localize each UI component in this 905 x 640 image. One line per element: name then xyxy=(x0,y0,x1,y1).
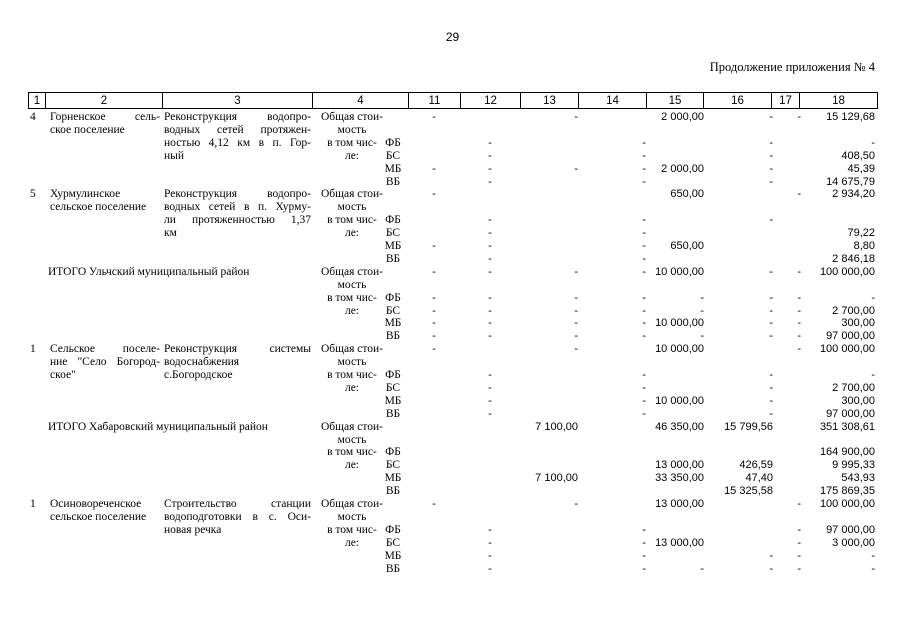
cell-settlement: ское поселение xyxy=(50,123,125,136)
cell-col-16: 47,40 xyxy=(745,472,773,485)
table-row xyxy=(28,395,877,408)
page-number: 29 xyxy=(445,30,460,44)
cell-col-12: - xyxy=(488,252,492,265)
cell-col-16: - xyxy=(769,265,773,278)
cell-settlement: сельское поселение xyxy=(50,510,147,523)
cell-col-16: - xyxy=(769,149,773,162)
table-row xyxy=(28,498,877,511)
table-row xyxy=(28,356,877,369)
cell-cost-label: ле: xyxy=(344,304,360,317)
table-row xyxy=(28,188,877,201)
cell-col-18: 100 000,00 xyxy=(819,343,875,356)
cell-project: Реконструкция системы xyxy=(164,343,311,356)
cell-col-15: 13 000,00 xyxy=(655,459,704,472)
cell-col-14: - xyxy=(642,240,646,252)
cell-funding-source: БС xyxy=(385,227,401,240)
cell-col-14: - xyxy=(642,175,646,188)
cell-col-14: - xyxy=(642,330,646,343)
cell-col-18: 45,39 xyxy=(847,162,875,175)
cell-project: Реконструкция водопро- xyxy=(164,188,311,201)
table-row xyxy=(28,511,877,524)
cell-project: Реконструкция водопро- xyxy=(164,111,311,123)
cell-col-11: - xyxy=(432,111,436,123)
cell-col-18: 2 700,00 xyxy=(832,381,875,394)
cell-col-11: - xyxy=(432,304,436,317)
table-row xyxy=(28,369,877,382)
header-cell-col-18: 18 xyxy=(800,93,878,109)
cell-funding-source: ВБ xyxy=(385,252,401,265)
cell-col-17: - xyxy=(797,549,801,562)
cell-col-12: - xyxy=(488,227,492,240)
cell-project: водных сетей протяжен- xyxy=(164,123,311,136)
cell-col-13: - xyxy=(574,291,578,304)
cell-project: ли протяженностью 1,37 xyxy=(164,214,311,227)
cell-funding-source: БС xyxy=(385,381,401,394)
table-row xyxy=(28,382,877,395)
cell-col-17: - xyxy=(797,343,801,356)
cell-col-18: 2 934,20 xyxy=(832,188,875,201)
header-cell-col-14: 14 xyxy=(579,93,647,109)
cell-funding-source: ФБ xyxy=(385,136,401,149)
cell-col-18: 175 869,35 xyxy=(819,485,875,498)
table-row xyxy=(28,434,877,447)
cell-col-11: - xyxy=(432,330,436,343)
table-row xyxy=(28,201,877,214)
cell-col-14: - xyxy=(642,265,646,278)
cell-col-12: - xyxy=(488,136,492,149)
table-row xyxy=(28,459,877,472)
header-cell-col-12: 12 xyxy=(461,93,521,109)
cell-col-12: - xyxy=(488,407,492,420)
header-cell-col-15: 15 xyxy=(647,93,704,109)
cell-cost-label: мость xyxy=(337,123,367,136)
table-body xyxy=(28,111,877,631)
cell-col-12: - xyxy=(488,240,492,252)
cell-col-16: - xyxy=(769,175,773,188)
cell-col-11: - xyxy=(432,188,436,201)
header-cell-col-16: 16 xyxy=(704,93,772,109)
cell-col-17: - xyxy=(797,562,801,575)
cell-project: водных сетей в п. Хурму- xyxy=(164,201,311,214)
cell-settlement: Горненское сель- xyxy=(50,111,160,123)
table-row xyxy=(28,537,877,550)
table-row xyxy=(28,292,877,305)
table-row xyxy=(28,279,877,292)
cell-funding-source: БС xyxy=(385,149,401,162)
cell-funding-source: МБ xyxy=(384,240,402,252)
cell-col-18: 97 000,00 xyxy=(826,330,875,343)
cell-settlement: ское" xyxy=(50,369,76,381)
cell-col-18: 300,00 xyxy=(841,394,875,407)
table-row xyxy=(28,446,877,459)
cell-col-18: 100 000,00 xyxy=(819,265,875,278)
cell-cost-label: в том чис- xyxy=(327,214,377,227)
table-row xyxy=(28,240,877,253)
cell-funding-source: МБ xyxy=(384,549,402,562)
cell-col-11: - xyxy=(432,240,436,252)
cell-col-17: - xyxy=(797,188,801,201)
cell-project: водоподготовки в с. Оси- xyxy=(164,510,311,523)
table-row xyxy=(28,330,877,343)
cell-col-14: - xyxy=(642,562,646,575)
table-row xyxy=(28,111,877,124)
table-row xyxy=(28,485,877,498)
cell-row-number: 5 xyxy=(30,188,36,201)
cell-col-11: - xyxy=(432,162,436,175)
cell-col-18: - xyxy=(871,136,875,149)
header-cell-col-1: 1 xyxy=(29,93,46,109)
cell-cost-label: в том чис- xyxy=(327,446,377,459)
cell-col-14: - xyxy=(642,149,646,162)
cell-col-14: - xyxy=(642,369,646,381)
table-row xyxy=(28,176,877,189)
cell-col-16: - xyxy=(769,317,773,330)
cell-col-12: - xyxy=(488,162,492,175)
cell-funding-source: ВБ xyxy=(385,485,401,498)
cell-funding-source: ФБ xyxy=(385,291,401,304)
cell-col-17: - xyxy=(797,304,801,317)
cell-row-number: 1 xyxy=(30,343,36,356)
table-row xyxy=(28,305,877,318)
cell-col-13: - xyxy=(574,304,578,317)
cell-col-15: 650,00 xyxy=(670,240,704,252)
cell-col-18: 97 000,00 xyxy=(826,523,875,536)
table-row xyxy=(28,421,877,434)
cell-col-12: - xyxy=(488,149,492,162)
cell-col-14: - xyxy=(642,523,646,536)
cell-col-16: - xyxy=(769,330,773,343)
header-cell-col-2: 2 xyxy=(46,93,163,109)
cell-col-15: 13 000,00 xyxy=(655,536,704,549)
cell-col-17: - xyxy=(797,111,801,123)
cell-col-18: 8,80 xyxy=(853,240,875,252)
cell-col-12: - xyxy=(488,523,492,536)
cell-col-14: - xyxy=(642,227,646,240)
cell-col-14: - xyxy=(642,291,646,304)
cell-col-14: - xyxy=(642,252,646,265)
cell-col-18: 2 846,18 xyxy=(832,252,875,265)
cell-col-18: 14 675,79 xyxy=(826,175,875,188)
cell-cost-label: Общая стои- xyxy=(321,420,383,433)
cell-col-16: - xyxy=(769,162,773,175)
cell-col-14: - xyxy=(642,381,646,394)
cell-col-13: 7 100,00 xyxy=(535,472,578,485)
cell-funding-source: ФБ xyxy=(385,446,401,459)
cell-project: ный xyxy=(164,149,185,162)
table-row xyxy=(28,163,877,176)
table-row xyxy=(28,253,877,266)
cell-settlement: Хурмулинское xyxy=(50,188,121,201)
cell-col-18: 15 129,68 xyxy=(826,111,875,123)
cell-col-15: - xyxy=(700,291,704,304)
cell-cost-label: мость xyxy=(337,356,367,369)
cell-col-12: - xyxy=(488,562,492,575)
cell-settlement: ИТОГО Ульчский муниципальный район xyxy=(48,265,250,278)
cell-col-17: - xyxy=(797,317,801,330)
cell-funding-source: ВБ xyxy=(385,562,401,575)
cell-col-15: 13 000,00 xyxy=(655,498,704,510)
cell-col-12: - xyxy=(488,536,492,549)
cell-col-14: - xyxy=(642,536,646,549)
cell-col-15: 2 000,00 xyxy=(661,162,704,175)
cell-col-17: - xyxy=(797,536,801,549)
cell-col-18: 97 000,00 xyxy=(826,407,875,420)
cell-col-12: - xyxy=(488,265,492,278)
table-row xyxy=(28,524,877,537)
cell-col-13: - xyxy=(574,111,578,123)
cell-funding-source: ФБ xyxy=(385,369,401,381)
continuation-note: Продолжение приложения № 4 xyxy=(709,60,875,74)
cell-col-14: - xyxy=(642,394,646,407)
cell-col-16: - xyxy=(769,136,773,149)
cell-col-15: 650,00 xyxy=(670,188,704,201)
cell-cost-label: ле: xyxy=(344,227,360,240)
cell-col-17: - xyxy=(797,265,801,278)
cell-project: новая речка xyxy=(164,523,222,536)
table-row xyxy=(28,150,877,163)
cell-col-16: 426,59 xyxy=(739,459,773,472)
cell-cost-label: ле: xyxy=(344,149,360,162)
cell-col-11: - xyxy=(432,498,436,510)
cell-funding-source: МБ xyxy=(384,394,402,407)
cell-settlement: ИТОГО Хабаровский муниципальный район xyxy=(48,420,268,433)
cell-col-15: 10 000,00 xyxy=(655,394,704,407)
table-row xyxy=(28,124,877,137)
cell-col-12: - xyxy=(488,549,492,562)
cell-col-13: - xyxy=(574,162,578,175)
cell-col-16: - xyxy=(769,562,773,575)
cell-col-18: - xyxy=(871,369,875,381)
cell-col-16: 15 799,56 xyxy=(724,420,773,433)
cell-col-12: - xyxy=(488,369,492,381)
cell-col-15: - xyxy=(700,330,704,343)
cell-col-14: - xyxy=(642,317,646,330)
cell-col-12: - xyxy=(488,304,492,317)
cell-col-16: - xyxy=(769,394,773,407)
cell-col-18: - xyxy=(871,291,875,304)
header-cell-col-4: 4 xyxy=(313,93,409,109)
cell-cost-label: Общая стои- xyxy=(321,343,383,356)
cell-cost-label: Общая стои- xyxy=(321,188,383,201)
cell-funding-source: МБ xyxy=(384,472,402,485)
cell-funding-source: МБ xyxy=(384,162,402,175)
header-cell-col-11: 11 xyxy=(409,93,461,109)
cell-col-12: - xyxy=(488,330,492,343)
cell-col-12: - xyxy=(488,291,492,304)
cell-col-14: - xyxy=(642,304,646,317)
cell-col-16: - xyxy=(769,407,773,420)
cell-cost-label: Общая стои- xyxy=(321,111,383,123)
cell-col-15: - xyxy=(700,562,704,575)
cell-funding-source: БС xyxy=(385,536,401,549)
cell-col-17: - xyxy=(797,330,801,343)
table-row xyxy=(28,214,877,227)
cell-cost-label: в том чис- xyxy=(327,369,377,381)
cell-col-13: - xyxy=(574,265,578,278)
cell-col-16: - xyxy=(769,381,773,394)
cell-col-11: - xyxy=(432,317,436,330)
cell-col-18: - xyxy=(871,562,875,575)
table-row xyxy=(28,472,877,485)
cell-project: водоснабжения xyxy=(164,356,240,369)
cell-col-15: 2 000,00 xyxy=(661,111,704,123)
table-row xyxy=(28,408,877,421)
cell-col-18: 2 700,00 xyxy=(832,304,875,317)
cell-project: км xyxy=(164,227,177,240)
cell-col-13: - xyxy=(574,317,578,330)
cell-settlement: сельское поселение xyxy=(50,201,147,214)
table-row xyxy=(28,550,877,563)
cell-cost-label: мость xyxy=(337,278,367,291)
cell-col-18: 300,00 xyxy=(841,317,875,330)
cell-col-18: 164 900,00 xyxy=(819,446,875,459)
header-cell-col-13: 13 xyxy=(521,93,579,109)
cell-col-13: - xyxy=(574,343,578,356)
cell-col-15: 10 000,00 xyxy=(655,265,704,278)
table-row xyxy=(28,266,877,279)
cell-col-12: - xyxy=(488,394,492,407)
cell-project: с.Богородское xyxy=(164,369,233,381)
table-row xyxy=(28,137,877,150)
header-cell-col-3: 3 xyxy=(163,93,313,109)
cell-funding-source: БС xyxy=(385,304,401,317)
cell-row-number: 1 xyxy=(30,498,36,510)
cell-col-16: - xyxy=(769,291,773,304)
cell-col-18: 9 995,33 xyxy=(832,459,875,472)
cell-funding-source: БС xyxy=(385,459,401,472)
cell-cost-label: Общая стои- xyxy=(321,265,383,278)
cell-col-15: 46 350,00 xyxy=(655,420,704,433)
cell-funding-source: ВБ xyxy=(385,330,401,343)
cell-col-13: 7 100,00 xyxy=(535,420,578,433)
cell-col-15: 33 350,00 xyxy=(655,472,704,485)
cell-cost-label: мость xyxy=(337,433,367,446)
cell-col-12: - xyxy=(488,317,492,330)
cell-col-15: 10 000,00 xyxy=(655,317,704,330)
header-cell-col-17: 17 xyxy=(772,93,800,109)
cell-funding-source: ФБ xyxy=(385,523,401,536)
cell-cost-label: в том чис- xyxy=(327,523,377,536)
table-row xyxy=(28,343,877,356)
cell-cost-label: ле: xyxy=(344,536,360,549)
cell-col-16: 15 325,58 xyxy=(724,485,773,498)
cell-cost-label: в том чис- xyxy=(327,291,377,304)
cell-col-14: - xyxy=(642,214,646,227)
table-header xyxy=(28,92,878,109)
cell-col-11: - xyxy=(432,291,436,304)
cell-col-15: 10 000,00 xyxy=(655,343,704,356)
cell-col-17: - xyxy=(797,498,801,510)
cell-col-14: - xyxy=(642,136,646,149)
cell-cost-label: ле: xyxy=(344,381,360,394)
cell-cost-label: ле: xyxy=(344,459,360,472)
cell-col-14: - xyxy=(642,549,646,562)
cell-settlement: Осиновореченское xyxy=(50,498,142,510)
cell-col-16: - xyxy=(769,111,773,123)
cell-project: Строительство станции xyxy=(164,498,311,510)
table-row xyxy=(28,317,877,330)
cell-col-11: - xyxy=(432,265,436,278)
cell-cost-label: мость xyxy=(337,201,367,214)
cell-col-18: 3 000,00 xyxy=(832,536,875,549)
cell-settlement: ние "Село Богород- xyxy=(50,356,160,369)
cell-col-13: - xyxy=(574,498,578,510)
cell-funding-source: ВБ xyxy=(385,175,401,188)
cell-funding-source: ФБ xyxy=(385,214,401,227)
cell-row-number: 4 xyxy=(30,111,36,123)
cell-funding-source: МБ xyxy=(384,317,402,330)
cell-col-12: - xyxy=(488,214,492,227)
cell-col-17: - xyxy=(797,523,801,536)
cell-col-18: 543,93 xyxy=(841,472,875,485)
cell-col-16: - xyxy=(769,304,773,317)
cell-col-13: - xyxy=(574,330,578,343)
cell-col-18: 351 308,61 xyxy=(819,420,875,433)
cell-col-18: 100 000,00 xyxy=(819,498,875,510)
table-row xyxy=(28,227,877,240)
cell-col-11: - xyxy=(432,343,436,356)
cell-col-14: - xyxy=(642,407,646,420)
cell-col-16: - xyxy=(769,214,773,227)
cell-cost-label: мость xyxy=(337,510,367,523)
cell-col-16: - xyxy=(769,549,773,562)
cell-settlement: Сельское поселе- xyxy=(50,343,160,356)
cell-col-15: - xyxy=(700,304,704,317)
cell-col-17: - xyxy=(797,291,801,304)
cell-col-12: - xyxy=(488,175,492,188)
cell-cost-label: Общая стои- xyxy=(321,498,383,510)
cell-col-18: 408,50 xyxy=(841,149,875,162)
table-row xyxy=(28,563,877,576)
cell-col-16: - xyxy=(769,369,773,381)
cell-col-18: - xyxy=(871,549,875,562)
cell-cost-label: в том чис- xyxy=(327,136,377,149)
cell-col-12: - xyxy=(488,381,492,394)
cell-project: ностью 4,12 км в п. Гор- xyxy=(164,136,311,149)
cell-col-18: 79,22 xyxy=(847,227,875,240)
cell-funding-source: ВБ xyxy=(385,407,401,420)
cell-col-14: - xyxy=(642,162,646,175)
